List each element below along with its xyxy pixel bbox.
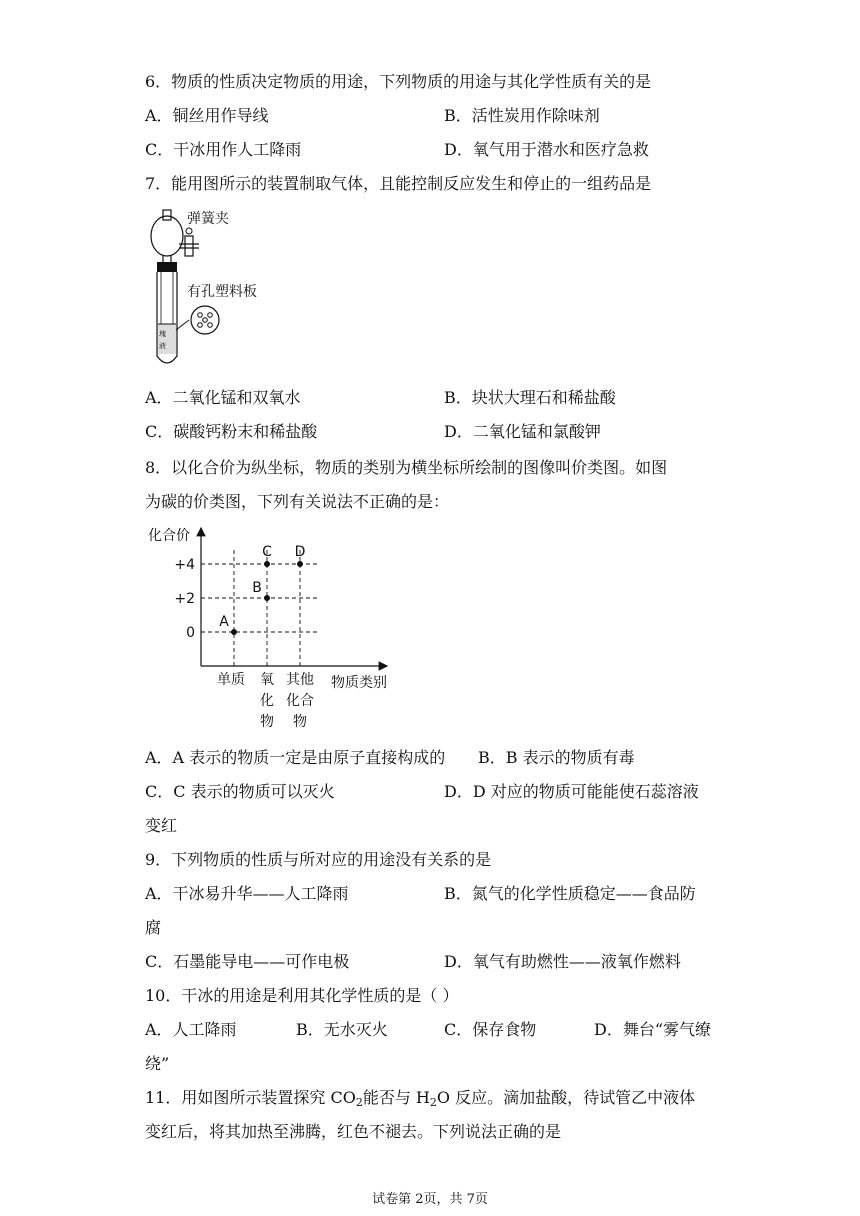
q9-stem: 9．下列物质的性质与所对应的用途没有关系的是 xyxy=(145,850,492,869)
point-C xyxy=(264,561,270,567)
x-category-simple-substance: 单质 xyxy=(217,672,245,688)
point-label-D: D xyxy=(294,544,306,560)
q9-option-b-line2: 腐 xyxy=(145,918,162,937)
svg-text:液: 液 xyxy=(159,342,166,350)
q9-option-a: A．干冰易升华——人工降雨 xyxy=(145,884,349,903)
page-footer: 试卷第 2页，共 7页 xyxy=(372,1192,488,1207)
q6-stem: 6．物质的性质决定物质的用途，下列物质的用途与其化学性质有关的是 xyxy=(145,72,652,91)
q10-option-a: A．人工降雨 xyxy=(145,1020,237,1039)
q7-option-a: A．二氧化锰和双氧水 xyxy=(145,388,301,407)
point-D xyxy=(297,561,303,567)
funnel-bulb-shape xyxy=(151,216,183,256)
q6-option-d: D．氧气用于潜水和医疗急救 xyxy=(444,140,649,159)
q8-option-c: C．C 表示的物质可以灭火 xyxy=(145,782,335,801)
y-tick-label: +2 xyxy=(174,591,195,607)
q9-option-d: D．氧气有助燃性——液氧作燃料 xyxy=(444,952,681,971)
q6-option-c: C．干冰用作人工降雨 xyxy=(145,140,302,159)
x-category-other-1: 其他 xyxy=(286,672,314,688)
spring-clip-icon xyxy=(185,236,193,256)
q7-option-c: C．碳酸钙粉末和稀盐酸 xyxy=(145,422,318,441)
point-B xyxy=(264,595,270,601)
point-A xyxy=(231,629,237,635)
x-category-other-2: 化合 xyxy=(286,693,314,709)
q8-option-d-line1: D．D 对应的物质可能能使石蕊溶液 xyxy=(444,782,699,801)
q11-text-2: 能否与 H xyxy=(362,1088,430,1107)
q7-stem: 7．能用图所示的装置制取气体，且能控制反应发生和停止的一组药品是 xyxy=(145,174,652,193)
q11-stem-line1 xyxy=(145,1088,695,1108)
q7-option-b: B．块状大理石和稀盐酸 xyxy=(444,388,616,407)
x-axis-label: 物质类别 xyxy=(331,675,387,691)
x-category-other-3: 物 xyxy=(293,714,307,730)
y-tick-label: +4 xyxy=(174,557,195,573)
q11-text-3: O 反应。滴加盐酸，待试管乙中液体 xyxy=(436,1088,696,1107)
q7-option-d: D．二氧化锰和氯酸钾 xyxy=(444,422,601,441)
q10-option-d-line2: 绕” xyxy=(145,1054,170,1073)
point-label-A: A xyxy=(219,614,229,630)
x-category-oxide-1: 氧 xyxy=(260,672,274,688)
q8-stem-line1: 8．以化合价为纵坐标，物质的类别为横坐标所绘制的图像叫价类图。如图 xyxy=(145,458,668,477)
plate-label: 有孔塑料板 xyxy=(187,284,257,300)
svg-text:塊: 塊 xyxy=(159,330,166,338)
q11-stem-line2: 变红后，将其加热至沸腾，红色不褪去。下列说法正确的是 xyxy=(145,1122,562,1141)
h2o-subscript: 2 xyxy=(429,1096,437,1109)
q6-option-b: B．活性炭用作除味剂 xyxy=(444,106,600,125)
y-tick-label: 0 xyxy=(186,625,195,641)
point-label-B: B xyxy=(252,580,262,596)
q8-stem-line2: 为碳的价类图，下列有关说法不正确的是： xyxy=(145,492,450,511)
q6-option-a: A．铜丝用作导线 xyxy=(145,106,269,125)
q8-option-b: B．B 表示的物质有毒 xyxy=(478,748,635,767)
q10-option-b: B．无水灭火 xyxy=(296,1020,388,1039)
q8-valence-chart xyxy=(145,520,405,740)
y-axis-label: 化合价 xyxy=(148,528,190,544)
x-category-oxide-3: 物 xyxy=(260,714,274,730)
q10-stem: 10．干冰的用途是利用其化学性质的是（ ） xyxy=(145,986,459,1005)
q7-apparatus-figure xyxy=(145,206,295,372)
q10-option-c: C．保存食物 xyxy=(444,1020,537,1039)
co2-subscript: 2 xyxy=(355,1096,363,1109)
q9-option-b-line1: B．氮气的化学性质稳定——食品防 xyxy=(444,884,696,903)
q9-option-c: C．石墨能导电——可作电极 xyxy=(145,952,350,971)
q11-text-1: 11．用如图所示装置探究 CO xyxy=(145,1088,356,1107)
point-label-C: C xyxy=(262,544,272,560)
q8-option-a: A．A 表示的物质一定是由原子直接构成的 xyxy=(145,748,446,767)
perforated-plate-icon xyxy=(191,306,219,334)
clip-label: 弹簧夹 xyxy=(187,211,229,227)
q8-option-d-line2: 变红 xyxy=(145,816,178,835)
q10-option-d-line1: D．舞台“雾气缭 xyxy=(594,1020,712,1039)
x-category-oxide-2: 化 xyxy=(260,693,274,709)
